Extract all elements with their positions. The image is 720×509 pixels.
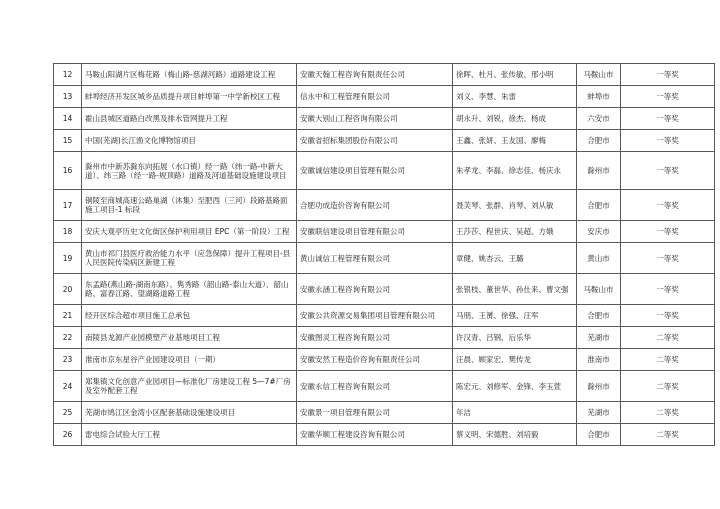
row-number-cell: 17 xyxy=(54,190,82,221)
table-row xyxy=(54,221,715,243)
row-number-cell: 25 xyxy=(54,402,82,424)
award-level-cell: 二等奖 xyxy=(621,327,715,349)
company-name-cell: 安徽华顺工程建设咨询有限公司 xyxy=(297,424,453,446)
award-level-cell: 一等奖 xyxy=(621,86,715,108)
team-members-cell: 章健、姚杏云、王璐 xyxy=(453,243,577,274)
city-name-cell: 芜湖市 xyxy=(577,327,621,349)
table-row xyxy=(54,371,715,402)
row-number-cell: 12 xyxy=(54,64,82,86)
company-name-cell: 信永中和工程管理有限公司 xyxy=(297,86,453,108)
table-row xyxy=(54,130,715,152)
project-name-cell: 淮南市京东星谷产业园建设项目（一期） xyxy=(82,349,297,371)
company-name-cell: 安徽景一项目管理有限公司 xyxy=(297,402,453,424)
city-name-cell: 滁州市 xyxy=(577,371,621,402)
team-members-cell: 王莎莎、程世庆、吴超、方娥 xyxy=(453,221,577,243)
award-table xyxy=(53,63,715,446)
city-name-cell: 合肥市 xyxy=(577,424,621,446)
company-name-cell: 安徽大别山工程咨询有限公司 xyxy=(297,108,453,130)
project-name-cell: 经开区综合超市项目施工总承包 xyxy=(82,305,297,327)
project-name-cell: 东孟路(燕山路-湖南东路）、隽秀路（韶山路-泰山大道）、韶山路、富春江路、望湖路道路工程 xyxy=(82,274,297,305)
project-name-cell: 雷电综合试验大厅工程 xyxy=(82,424,297,446)
project-name-cell: 中国(芜湖)长江渔文化博物馆项目 xyxy=(82,130,297,152)
company-name-cell: 安徽省招标集团股份有限公司 xyxy=(297,130,453,152)
table-row xyxy=(54,86,715,108)
project-name-cell: 芜湖市鸠江区金湾小区配套基础设施建设项目 xyxy=(82,402,297,424)
city-name-cell: 合肥市 xyxy=(577,190,621,221)
table-row xyxy=(54,305,715,327)
table-row xyxy=(54,402,715,424)
team-members-cell: 许汉青、吕钢、后乐华 xyxy=(453,327,577,349)
table-row xyxy=(54,243,715,274)
company-name-cell: 合肥功成造价咨询有限公司 xyxy=(297,190,453,221)
award-level-cell: 一等奖 xyxy=(621,108,715,130)
row-number-cell: 19 xyxy=(54,243,82,274)
city-name-cell: 安庆市 xyxy=(577,221,621,243)
award-table-body xyxy=(54,64,715,446)
award-level-cell: 二等奖 xyxy=(621,402,715,424)
project-name-cell: 马鞍山阳湖片区梅花路（梅山路-慈湖河路）道路建设工程 xyxy=(82,64,297,86)
team-members-cell: 聂芙琴、张群、肖琴、刘从敏 xyxy=(453,190,577,221)
table-row xyxy=(54,108,715,130)
project-name-cell: 蚌埠经济开发区城乡品质提升项目蚌埠第一中学新校区工程 xyxy=(82,86,297,108)
row-number-cell: 22 xyxy=(54,327,82,349)
city-name-cell: 合肥市 xyxy=(577,130,621,152)
team-members-cell: 蔡义明、宋德胜、刘培毅 xyxy=(453,424,577,446)
company-name-cell: 安徽诚信建设项目管理有限公司 xyxy=(297,152,453,190)
company-name-cell: 安徽天翰工程咨询有限责任公司 xyxy=(297,64,453,86)
city-name-cell: 蚌埠市 xyxy=(577,86,621,108)
row-number-cell: 16 xyxy=(54,152,82,190)
project-name-cell: 黄山市祁门县医疗救治能力水平（应急保障）提升工程项目-县人民医院传染病区新建工程 xyxy=(82,243,297,274)
row-number-cell: 23 xyxy=(54,349,82,371)
row-number-cell: 13 xyxy=(54,86,82,108)
award-level-cell: 一等奖 xyxy=(621,221,715,243)
team-members-cell: 年洁 xyxy=(453,402,577,424)
team-members-cell: 张银枝、董世华、孙仕来、曹文强 xyxy=(453,274,577,305)
table-row xyxy=(54,327,715,349)
table-row xyxy=(54,424,715,446)
team-members-cell: 马朋、王赟、徐强、汪军 xyxy=(453,305,577,327)
company-name-cell: 安徽永信工程咨询有限公司 xyxy=(297,371,453,402)
project-name-cell: 南陵县龙源产业园模塑产业基地项目工程 xyxy=(82,327,297,349)
city-name-cell: 六安市 xyxy=(577,108,621,130)
award-level-cell: 一等奖 xyxy=(621,64,715,86)
table-row xyxy=(54,152,715,190)
project-name-cell: 铜陵至商城高速公路巢湖（沐集）至肥西（三河）段路基路面施工项目-1 标段 xyxy=(82,190,297,221)
company-name-cell: 安徽公共资源交易集团项目管理有限公司 xyxy=(297,305,453,327)
project-name-cell: 郑集镇文化创意产业园项目—标准化厂房建设工程 5—7#厂房及室外配套工程 xyxy=(82,371,297,402)
team-members-cell: 刘义、李慧、朱雷 xyxy=(453,86,577,108)
project-name-cell: 安庆大观亭历史文化街区保护利用项目 EPC（第一阶段）工程 xyxy=(82,221,297,243)
table-row xyxy=(54,349,715,371)
project-name-cell: 霍山县城区道路白改黑及排水管网提升工程 xyxy=(82,108,297,130)
company-name-cell: 安徽安然工程造价咨询有限责任公司 xyxy=(297,349,453,371)
award-level-cell: 一等奖 xyxy=(621,305,715,327)
table-row xyxy=(54,274,715,305)
team-members-cell: 胡永升、刘锐、徐杰、杨成 xyxy=(453,108,577,130)
team-members-cell: 陈宏元、刘修军、金锋、李玉萱 xyxy=(453,371,577,402)
award-list-page xyxy=(53,63,714,446)
company-name-cell: 黄山诚信工程管理有限公司 xyxy=(297,243,453,274)
award-level-cell: 一等奖 xyxy=(621,152,715,190)
table-row xyxy=(54,64,715,86)
award-level-cell: 一等奖 xyxy=(621,130,715,152)
row-number-cell: 15 xyxy=(54,130,82,152)
team-members-cell: 王鑫、张妍、王友国、廖梅 xyxy=(453,130,577,152)
city-name-cell: 马鞍山市 xyxy=(577,274,621,305)
team-members-cell: 徐晖、杜月、张传敏、邢小明 xyxy=(453,64,577,86)
city-name-cell: 马鞍山市 xyxy=(577,64,621,86)
company-name-cell: 安徽永涵工程咨询有限公司 xyxy=(297,274,453,305)
award-level-cell: 一等奖 xyxy=(621,274,715,305)
city-name-cell: 淮南市 xyxy=(577,349,621,371)
company-name-cell: 安徽图灵工程咨询有限公司 xyxy=(297,327,453,349)
city-name-cell: 芜湖市 xyxy=(577,402,621,424)
award-level-cell: 一等奖 xyxy=(621,243,715,274)
award-level-cell: 二等奖 xyxy=(621,349,715,371)
team-members-cell: 汪晨、顾家宏、樊传龙 xyxy=(453,349,577,371)
row-number-cell: 24 xyxy=(54,371,82,402)
row-number-cell: 21 xyxy=(54,305,82,327)
row-number-cell: 26 xyxy=(54,424,82,446)
award-level-cell: 二等奖 xyxy=(621,424,715,446)
city-name-cell: 合肥市 xyxy=(577,305,621,327)
row-number-cell: 14 xyxy=(54,108,82,130)
award-level-cell: 二等奖 xyxy=(621,371,715,402)
table-row xyxy=(54,190,715,221)
team-members-cell: 朱孝龙、李磊、徐志佳、杨庆永 xyxy=(453,152,577,190)
company-name-cell: 安徽联信建设项目管理有限公司 xyxy=(297,221,453,243)
row-number-cell: 20 xyxy=(54,274,82,305)
row-number-cell: 18 xyxy=(54,221,82,243)
project-name-cell: 滁州市中新苏滁东向拓展（水口镇）经一路（纬一路-中新大道）、纬三路（经一路-规顶路）道路及河道基础设施建设项目 xyxy=(82,152,297,190)
award-level-cell: 一等奖 xyxy=(621,190,715,221)
city-name-cell: 滁州市 xyxy=(577,152,621,190)
city-name-cell: 黄山市 xyxy=(577,243,621,274)
